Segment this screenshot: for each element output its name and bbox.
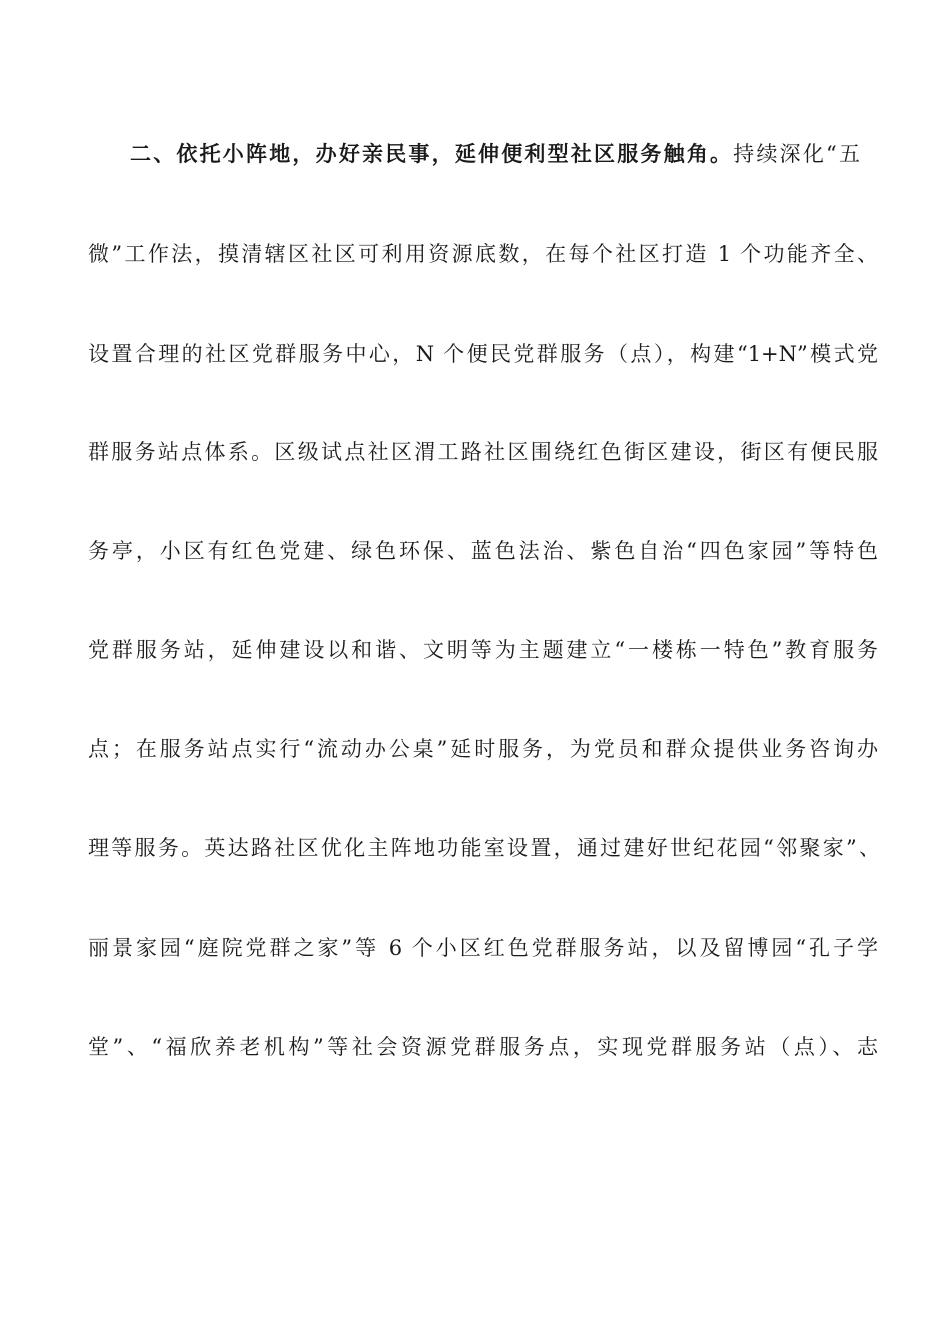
paragraph-line-10: 堂”、“福欣养老机构”等社会资源党群服务点，实现党群服务站（点）、志 (88, 1035, 878, 1059)
paragraph-line-7: 点；在服务站点实行“流动办公桌”延时服务，为党员和群众提供业务咨询办 (88, 737, 878, 761)
paragraph-text-1: 持续深化“五 (733, 142, 860, 166)
paragraph-line-6: 党群服务站，延伸建设以和谐、文明等为主题建立“一楼栋一特色”教育服务 (88, 638, 878, 662)
paragraph-line-8: 理等服务。英达路社区优化主阵地功能室设置，通过建好世纪花园“邻聚家”、 (88, 836, 880, 860)
paragraph-line-1 (130, 134, 860, 174)
paragraph-line-2: 微”工作法，摸清辖区社区可利用资源底数，在每个社区打造 1 个功能齐全、 (88, 242, 878, 266)
paragraph-line-3: 设置合理的社区党群服务中心，N 个便民党群服务（点），构建“1+N”模式党 (88, 342, 878, 366)
paragraph-line-4: 群服务站点体系。区级试点社区渭工路社区围绕红色街区建设，街区有便民服 (88, 440, 878, 464)
paragraph-line-9: 丽景家园“庭院党群之家”等 6 个小区红色党群服务站，以及留博园“孔子学 (88, 936, 878, 960)
section-heading: 二、依托小阵地，办好亲民事，延伸便利型社区服务触角。 (130, 141, 734, 166)
paragraph-line-5: 务亭，小区有红色党建、绿色环保、蓝色法治、紫色自治“四色家园”等特色 (88, 539, 878, 563)
